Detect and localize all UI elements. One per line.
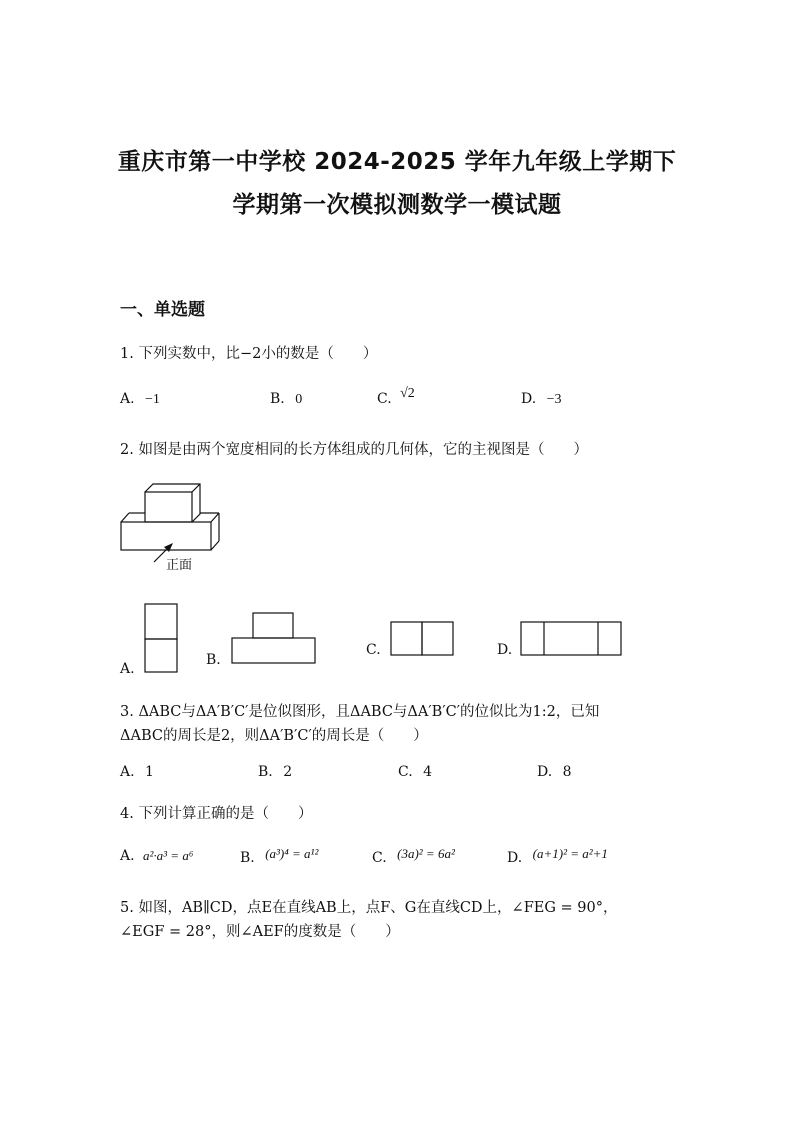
option-label: B. <box>240 850 255 866</box>
option-value: 8 <box>562 764 572 780</box>
option-value: (a+1)² = a²+1 <box>532 846 608 861</box>
question-4-stem: 4. 下列计算正确的是（ ） <box>120 806 313 822</box>
option-c-figure <box>390 621 456 659</box>
question-2-stem: 2. 如图是由两个宽度相同的长方体组成的几何体，它的主视图是（ ） <box>120 442 588 458</box>
option-value: (a³)⁴ = a¹² <box>265 846 319 861</box>
option-label: D. <box>537 764 553 780</box>
option-d-figure <box>520 621 624 659</box>
option-label: A. <box>120 764 135 780</box>
question-4-option-d <box>507 846 608 866</box>
question-4-option-b <box>240 846 319 866</box>
question-1-option-a <box>120 391 160 408</box>
figure-label-front: 正面 <box>166 558 193 573</box>
section-heading: 一、单选题 <box>120 300 205 320</box>
option-label: A. <box>120 848 135 864</box>
option-label: D. <box>507 850 523 866</box>
option-value: 2 <box>283 764 293 780</box>
option-label: C. <box>398 764 413 780</box>
question-2-option-c-label: C. <box>366 642 381 658</box>
option-value: 1 <box>145 764 154 780</box>
option-a-figure <box>144 603 180 675</box>
option-label: D. <box>521 391 537 407</box>
question-1-option-c <box>377 386 415 408</box>
option-value: −3 <box>546 392 562 407</box>
option-value: 0 <box>295 392 303 407</box>
question-3-option-a <box>120 764 154 780</box>
question-3-option-d <box>537 764 572 780</box>
page-title-line2: 学期第一次模拟测数学一模试题 <box>232 192 562 218</box>
option-label: C. <box>372 850 387 866</box>
page-title-line1: 重庆市第一中学校 2024-2025 学年九年级上学期下 <box>117 149 677 175</box>
option-label: B. <box>258 764 273 780</box>
question-1-option-d <box>521 391 562 408</box>
option-value: a²·a³ = a⁶ <box>143 848 194 863</box>
option-value: −1 <box>145 392 160 407</box>
option-label: C. <box>377 391 392 407</box>
question-4-option-a <box>120 848 193 864</box>
question-3-line2: ΔABC的周长是2，则ΔA′B′C′的周长是（ ） <box>120 728 428 744</box>
question-3-option-b <box>258 764 292 780</box>
option-b-figure <box>231 612 319 668</box>
option-value: 4 <box>423 764 433 780</box>
question-1-option-b <box>270 391 302 408</box>
option-value: √2 <box>400 386 415 401</box>
question-3-line1: 3. ΔABC与ΔA′B′C′是位似图形，且ΔABC与ΔA′B′C′的位似比为1:2，已知 <box>120 704 600 720</box>
option-label: B. <box>270 391 285 407</box>
option-label: A. <box>120 391 135 407</box>
question-5-line2: ∠EGF = 28°，则∠AEF的度数是（ ） <box>120 924 400 940</box>
question-5-line1: 5. 如图，AB∥CD，点E在直线AB上，点F、G在直线CD上，∠FEG = 90°， <box>120 900 618 916</box>
question-2-option-a-label: A. <box>120 661 135 677</box>
question-2-option-b-label: B. <box>206 652 221 668</box>
question-1-stem: 1. 下列实数中，比−2小的数是（ ） <box>120 346 378 362</box>
question-2-option-d-label: D. <box>497 642 513 658</box>
question-3-option-c <box>398 764 432 780</box>
option-value: (3a)² = 6a² <box>397 846 455 861</box>
question-4-option-c <box>372 846 455 866</box>
